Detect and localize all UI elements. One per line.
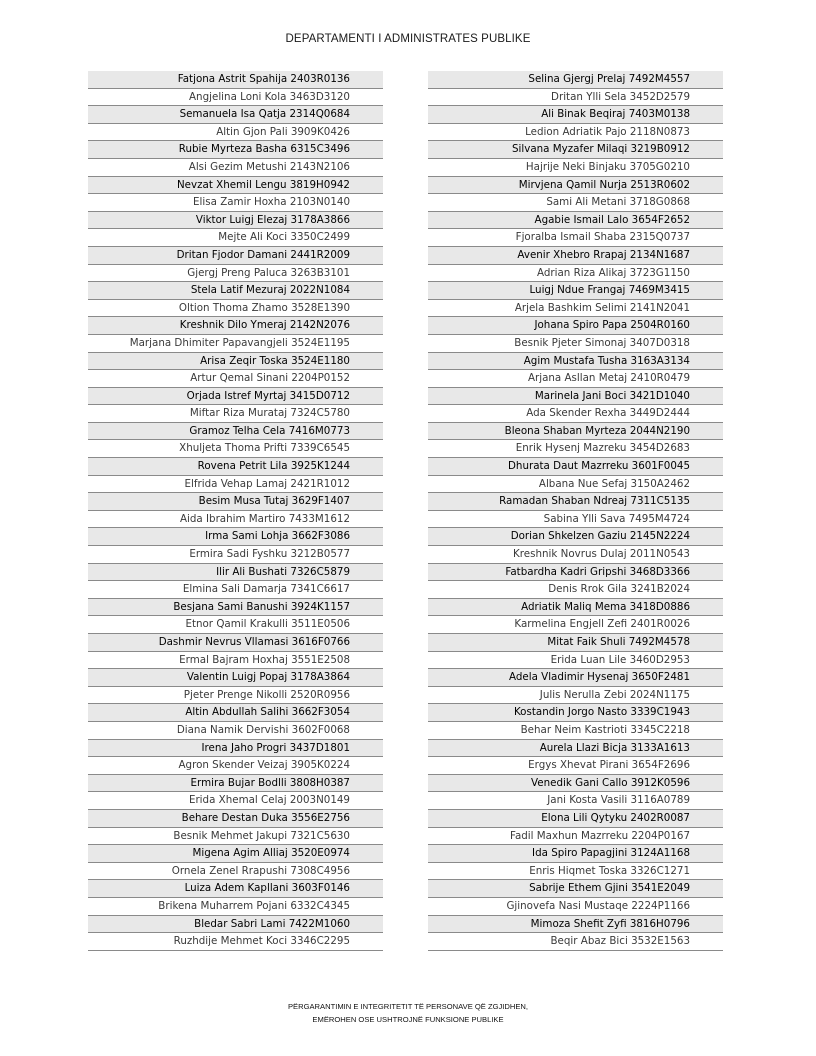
list-item: Luigj Ndue Frangaj 7469M3415 xyxy=(428,282,723,300)
footer-line-2: EMËROHEN OSE USHTROJNË FUNKSIONE PUBLIKE xyxy=(312,1015,504,1024)
list-item: Ruzhdije Mehmet Koci 3346C2295 xyxy=(88,933,383,951)
list-item: Irena Jaho Progri 3437D1801 xyxy=(88,740,383,758)
list-item: Adriatik Maliq Mema 3418D0886 xyxy=(428,599,723,617)
list-item: Denis Rrok Gila 3241B2024 xyxy=(428,581,723,599)
list-item: Agabie Ismail Lalo 3654F2652 xyxy=(428,212,723,230)
list-item: Avenir Xhebro Rrapaj 2134N1687 xyxy=(428,247,723,265)
list-item: Ermal Bajram Hoxhaj 3551E2508 xyxy=(88,652,383,670)
list-item: Erida Xhemal Celaj 2003N0149 xyxy=(88,792,383,810)
list-item: Miftar Riza Murataj 7324C5780 xyxy=(88,405,383,423)
list-item: Gjergj Preng Paluca 3263B3101 xyxy=(88,265,383,283)
left-name-column xyxy=(88,71,383,951)
list-item: Valentin Luigj Popaj 3178A3864 xyxy=(88,669,383,687)
list-item: Brikena Muharrem Pojani 6332C4345 xyxy=(88,898,383,916)
list-item: Marinela Jani Boci 3421D1040 xyxy=(428,388,723,406)
list-item: Aida Ibrahim Martiro 7433M1612 xyxy=(88,511,383,529)
list-item: Sami Ali Metani 3718G0868 xyxy=(428,194,723,212)
list-item: Behare Destan Duka 3556E2756 xyxy=(88,810,383,828)
list-item: Venedik Gani Callo 3912K0596 xyxy=(428,775,723,793)
list-item: Angjelina Loni Kola 3463D3120 xyxy=(88,89,383,107)
list-item: Fjoralba Ismail Shaba 2315Q0737 xyxy=(428,229,723,247)
list-item: Gjinovefa Nasi Mustaqe 2224P1166 xyxy=(428,898,723,916)
list-item: Aurela Llazi Bicja 3133A1613 xyxy=(428,740,723,758)
list-item: Kreshnik Novrus Dulaj 2011N0543 xyxy=(428,546,723,564)
list-item: Dorian Shkelzen Gaziu 2145N2224 xyxy=(428,528,723,546)
list-item: Julis Nerulla Zebi 2024N1175 xyxy=(428,687,723,705)
list-item: Kreshnik Dilo Ymeraj 2142N2076 xyxy=(88,317,383,335)
list-item: Fadil Maxhun Mazrreku 2204P0167 xyxy=(428,828,723,846)
list-item: Etnor Qamil Krakulli 3511E0506 xyxy=(88,616,383,634)
list-item: Adela Vladimir Hysenaj 3650F2481 xyxy=(428,669,723,687)
list-item: Altin Gjon Pali 3909K0426 xyxy=(88,124,383,142)
list-item: Besnik Mehmet Jakupi 7321C5630 xyxy=(88,828,383,846)
list-item: Mimoza Shefit Zyfi 3816H0796 xyxy=(428,916,723,934)
list-item: Bledar Sabri Lami 7422M1060 xyxy=(88,916,383,934)
list-item: Silvana Myzafer Milaqi 3219B0912 xyxy=(428,141,723,159)
list-item: Arjela Bashkim Selimi 2141N2041 xyxy=(428,300,723,318)
list-item: Besjana Sami Banushi 3924K1157 xyxy=(88,599,383,617)
list-item: Agim Mustafa Tusha 3163A3134 xyxy=(428,353,723,371)
list-item: Altin Abdullah Salihi 3662F3054 xyxy=(88,704,383,722)
list-item: Fatjona Astrit Spahija 2403R0136 xyxy=(88,71,383,89)
list-item: Migena Agim Alliaj 3520E0974 xyxy=(88,845,383,863)
list-item: Besnik Pjeter Simonaj 3407D0318 xyxy=(428,335,723,353)
list-item: Ilir Ali Bushati 7326C5879 xyxy=(88,564,383,582)
list-item: Ali Binak Beqiraj 7403M0138 xyxy=(428,106,723,124)
list-item: Elfrida Vehap Lamaj 2421R1012 xyxy=(88,476,383,494)
list-item: Karmelina Engjell Zefi 2401R0026 xyxy=(428,616,723,634)
list-item: Elona Lili Qytyku 2402R0087 xyxy=(428,810,723,828)
list-item: Dhurata Daut Mazrreku 3601F0045 xyxy=(428,458,723,476)
list-item: Jani Kosta Vasili 3116A0789 xyxy=(428,792,723,810)
page-title: DEPARTAMENTI I ADMINISTRATES PUBLIKE xyxy=(285,33,531,45)
list-item: Xhuljeta Thoma Prifti 7339C6545 xyxy=(88,440,383,458)
list-item: Hajrije Neki Binjaku 3705G0210 xyxy=(428,159,723,177)
list-item: Mirvjena Qamil Nurja 2513R0602 xyxy=(428,177,723,195)
right-name-column xyxy=(428,71,723,951)
list-item: Johana Spiro Papa 2504R0160 xyxy=(428,317,723,335)
list-item: Fatbardha Kadri Gripshi 3468D3366 xyxy=(428,564,723,582)
list-item: Beqir Abaz Bici 3532E1563 xyxy=(428,933,723,951)
list-item: Ledion Adriatik Pajo 2118N0873 xyxy=(428,124,723,142)
list-item: Kostandin Jorgo Nasto 3339C1943 xyxy=(428,704,723,722)
list-item: Erida Luan Lile 3460D2953 xyxy=(428,652,723,670)
list-item: Irma Sami Lohja 3662F3086 xyxy=(88,528,383,546)
list-item: Alsi Gezim Metushi 2143N2106 xyxy=(88,159,383,177)
list-item: Besim Musa Tutaj 3629F1407 xyxy=(88,493,383,511)
footer-line-1: PËRGARANTIMIN E INTEGRITETIT TË PERSONAVE QË ZGJIDHEN, xyxy=(287,1002,529,1011)
list-item: Bleona Shaban Myrteza 2044N2190 xyxy=(428,423,723,441)
list-item: Dritan Ylli Sela 3452D2579 xyxy=(428,89,723,107)
list-item: Sabrije Ethem Gjini 3541E2049 xyxy=(428,880,723,898)
list-item: Enris Hiqmet Toska 3326C1271 xyxy=(428,863,723,881)
list-item: Albana Nue Sefaj 3150A2462 xyxy=(428,476,723,494)
list-item: Oltion Thoma Zhamo 3528E1390 xyxy=(88,300,383,318)
list-item: Gramoz Telha Cela 7416M0773 xyxy=(88,423,383,441)
list-item: Marjana Dhimiter Papavangjeli 3524E1195 xyxy=(88,335,383,353)
list-item: Ada Skender Rexha 3449D2444 xyxy=(428,405,723,423)
list-item: Sabina Ylli Sava 7495M4724 xyxy=(428,511,723,529)
list-item: Ergys Xhevat Pirani 3654F2696 xyxy=(428,757,723,775)
list-item: Adrian Riza Alikaj 3723G1150 xyxy=(428,265,723,283)
list-item: Ramadan Shaban Ndreaj 7311C5135 xyxy=(428,493,723,511)
list-item: Stela Latif Mezuraj 2022N1084 xyxy=(88,282,383,300)
list-item: Ornela Zenel Rrapushi 7308C4956 xyxy=(88,863,383,881)
list-item: Artur Qemal Sinani 2204P0152 xyxy=(88,370,383,388)
list-item: Viktor Luigj Elezaj 3178A3866 xyxy=(88,212,383,230)
list-item: Ermira Sadi Fyshku 3212B0577 xyxy=(88,546,383,564)
page-footer xyxy=(0,1000,816,1026)
list-item: Arisa Zeqir Toska 3524E1180 xyxy=(88,353,383,371)
list-item: Ermira Bujar Bodlli 3808H0387 xyxy=(88,775,383,793)
list-item: Dashmir Nevrus Vllamasi 3616F0766 xyxy=(88,634,383,652)
list-item: Rovena Petrit Lila 3925K1244 xyxy=(88,458,383,476)
list-item: Pjeter Prenge Nikolli 2520R0956 xyxy=(88,687,383,705)
list-item: Luiza Adem Kapllani 3603F0146 xyxy=(88,880,383,898)
list-item: Elmina Sali Damarja 7341C6617 xyxy=(88,581,383,599)
list-item: Dritan Fjodor Damani 2441R2009 xyxy=(88,247,383,265)
list-item: Semanuela Isa Qatja 2314Q0684 xyxy=(88,106,383,124)
list-item: Orjada Istref Myrtaj 3415D0712 xyxy=(88,388,383,406)
list-item: Arjana Asllan Metaj 2410R0479 xyxy=(428,370,723,388)
list-item: Agron Skender Veizaj 3905K0224 xyxy=(88,757,383,775)
list-item: Diana Namik Dervishi 3602F0068 xyxy=(88,722,383,740)
list-item: Rubie Myrteza Basha 6315C3496 xyxy=(88,141,383,159)
list-item: Behar Neim Kastrioti 3345C2218 xyxy=(428,722,723,740)
list-item: Mitat Faik Shuli 7492M4578 xyxy=(428,634,723,652)
list-item: Elisa Zamir Hoxha 2103N0140 xyxy=(88,194,383,212)
list-item: Ida Spiro Papagjini 3124A1168 xyxy=(428,845,723,863)
list-item: Nevzat Xhemil Lengu 3819H0942 xyxy=(88,177,383,195)
list-item: Selina Gjergj Prelaj 7492M4557 xyxy=(428,71,723,89)
list-item: Enrik Hysenj Mazreku 3454D2683 xyxy=(428,440,723,458)
list-item: Mejte Ali Koci 3350C2499 xyxy=(88,229,383,247)
